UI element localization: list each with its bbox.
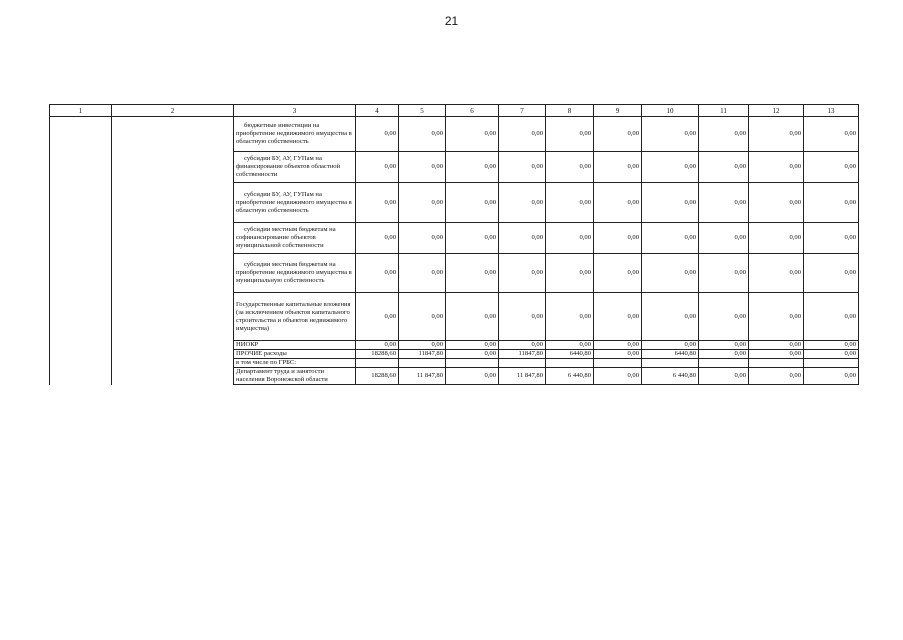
value-cell: 18288,60	[356, 350, 399, 359]
value-cell: 0,00	[446, 368, 499, 385]
empty-cell	[112, 359, 234, 368]
value-cell: 0,00	[399, 223, 446, 254]
value-cell	[642, 359, 699, 368]
value-cell: 0,00	[699, 254, 749, 293]
value-cell: 6440,80	[642, 350, 699, 359]
value-cell: 0,00	[446, 293, 499, 341]
value-cell: 0,00	[594, 254, 642, 293]
value-cell: 0,00	[499, 254, 546, 293]
empty-cell	[112, 341, 234, 350]
value-cell: 0,00	[594, 152, 642, 183]
table-row	[50, 183, 859, 223]
row-label: бюджетные инвестиции на приобретение недвижимого имущества в областную собственность	[234, 117, 356, 152]
value-cell: 0,00	[399, 152, 446, 183]
value-cell: 0,00	[642, 293, 699, 341]
empty-cell	[112, 183, 234, 223]
value-cell: 0,00	[804, 293, 859, 341]
value-cell: 6 440,80	[642, 368, 699, 385]
value-cell: 0,00	[699, 117, 749, 152]
table-row	[50, 293, 859, 341]
value-cell: 0,00	[399, 293, 446, 341]
value-cell: 0,00	[804, 254, 859, 293]
value-cell: 0,00	[642, 341, 699, 350]
value-cell: 0,00	[749, 183, 804, 223]
column-header: 8	[546, 105, 594, 117]
value-cell: 0,00	[642, 223, 699, 254]
empty-cell	[50, 183, 112, 223]
value-cell: 0,00	[594, 368, 642, 385]
empty-cell	[112, 152, 234, 183]
column-header: 10	[642, 105, 699, 117]
column-header: 7	[499, 105, 546, 117]
column-header: 13	[804, 105, 859, 117]
value-cell: 0,00	[546, 293, 594, 341]
value-cell: 0,00	[446, 117, 499, 152]
empty-cell	[50, 368, 112, 385]
row-label: субсидии БУ, АУ, ГУПам на финансирование объектов областной собственности	[234, 152, 356, 183]
value-cell: 0,00	[699, 341, 749, 350]
value-cell	[356, 359, 399, 368]
empty-cell	[50, 152, 112, 183]
value-cell: 0,00	[546, 152, 594, 183]
row-label: субсидии местным бюджетам на приобретение недвижимого имущества в муниципальную собственность	[234, 254, 356, 293]
column-header: 5	[399, 105, 446, 117]
value-cell: 0,00	[446, 152, 499, 183]
value-cell: 0,00	[356, 254, 399, 293]
value-cell: 0,00	[546, 183, 594, 223]
value-cell: 0,00	[499, 117, 546, 152]
value-cell: 0,00	[642, 117, 699, 152]
value-cell: 11 847,80	[399, 368, 446, 385]
value-cell: 0,00	[642, 152, 699, 183]
value-cell: 0,00	[356, 341, 399, 350]
row-label: субсидии БУ, АУ, ГУПам на приобретение недвижимого имущества в областную собственность	[234, 183, 356, 223]
value-cell: 0,00	[594, 183, 642, 223]
value-cell: 0,00	[749, 152, 804, 183]
value-cell: 0,00	[804, 341, 859, 350]
column-header: 2	[112, 105, 234, 117]
value-cell: 0,00	[804, 183, 859, 223]
table-row	[50, 117, 859, 152]
row-label: Государственные капитальные вложения (за исключением объектов капитального строительства и объектов недвижимого имущества)	[234, 293, 356, 341]
value-cell: 0,00	[356, 117, 399, 152]
value-cell	[399, 359, 446, 368]
table-row	[50, 152, 859, 183]
value-cell: 0,00	[546, 341, 594, 350]
value-cell: 0,00	[546, 254, 594, 293]
value-cell: 0,00	[699, 183, 749, 223]
value-cell: 0,00	[804, 152, 859, 183]
empty-cell	[50, 223, 112, 254]
table-row	[50, 223, 859, 254]
value-cell: 0,00	[642, 254, 699, 293]
value-cell: 0,00	[594, 350, 642, 359]
value-cell	[594, 359, 642, 368]
empty-cell	[112, 117, 234, 152]
value-cell: 0,00	[446, 183, 499, 223]
value-cell	[699, 359, 749, 368]
page-number: 21	[444, 14, 459, 28]
value-cell: 11847,80	[399, 350, 446, 359]
empty-cell	[50, 350, 112, 359]
table-row	[50, 254, 859, 293]
row-label: субсидии местным бюджетам на софинансирование объектов муниципальной собственности	[234, 223, 356, 254]
value-cell: 0,00	[594, 117, 642, 152]
value-cell: 11847,80	[499, 350, 546, 359]
header-row	[50, 105, 859, 117]
value-cell: 0,00	[749, 293, 804, 341]
value-cell: 0,00	[446, 341, 499, 350]
table-row	[50, 341, 859, 350]
value-cell: 0,00	[499, 341, 546, 350]
value-cell	[749, 359, 804, 368]
column-header: 6	[446, 105, 499, 117]
empty-cell	[112, 223, 234, 254]
value-cell: 0,00	[749, 350, 804, 359]
value-cell: 0,00	[749, 341, 804, 350]
value-cell: 0,00	[749, 254, 804, 293]
empty-cell	[50, 117, 112, 152]
column-header: 9	[594, 105, 642, 117]
row-label: ПРОЧИЕ расходы	[234, 350, 356, 359]
value-cell: 0,00	[499, 152, 546, 183]
value-cell: 0,00	[699, 223, 749, 254]
empty-cell	[50, 254, 112, 293]
table-row	[50, 350, 859, 359]
value-cell: 0,00	[749, 223, 804, 254]
column-header: 1	[50, 105, 112, 117]
value-cell: 0,00	[749, 368, 804, 385]
value-cell	[446, 359, 499, 368]
value-cell: 0,00	[546, 223, 594, 254]
empty-cell	[50, 359, 112, 368]
value-cell: 0,00	[594, 293, 642, 341]
value-cell	[546, 359, 594, 368]
table-row	[50, 359, 859, 368]
value-cell: 0,00	[699, 152, 749, 183]
empty-cell	[112, 368, 234, 385]
empty-cell	[112, 254, 234, 293]
row-label: в том числе по ГРБС:	[234, 359, 356, 368]
value-cell: 0,00	[399, 341, 446, 350]
value-cell: 0,00	[399, 117, 446, 152]
value-cell: 0,00	[546, 117, 594, 152]
empty-cell	[112, 293, 234, 341]
table-row	[50, 368, 859, 385]
value-cell: 0,00	[642, 183, 699, 223]
value-cell: 0,00	[399, 183, 446, 223]
column-header: 11	[699, 105, 749, 117]
value-cell	[804, 359, 859, 368]
value-cell: 0,00	[356, 223, 399, 254]
value-cell: 0,00	[699, 293, 749, 341]
value-cell: 0,00	[399, 254, 446, 293]
empty-cell	[112, 350, 234, 359]
value-cell: 0,00	[699, 350, 749, 359]
value-cell: 0,00	[804, 223, 859, 254]
value-cell: 0,00	[804, 350, 859, 359]
value-cell: 0,00	[699, 368, 749, 385]
row-label: Департамент труда и занятости населения Воронежской области	[234, 368, 356, 385]
value-cell: 6440,80	[546, 350, 594, 359]
value-cell: 0,00	[446, 254, 499, 293]
value-cell	[499, 359, 546, 368]
value-cell: 0,00	[749, 117, 804, 152]
value-cell: 0,00	[356, 183, 399, 223]
column-header: 12	[749, 105, 804, 117]
empty-cell	[50, 341, 112, 350]
value-cell: 0,00	[594, 223, 642, 254]
value-cell: 0,00	[356, 152, 399, 183]
value-cell: 6 440,80	[546, 368, 594, 385]
value-cell: 0,00	[499, 293, 546, 341]
column-header: 3	[234, 105, 356, 117]
value-cell: 0,00	[804, 368, 859, 385]
value-cell: 0,00	[356, 293, 399, 341]
value-cell: 0,00	[594, 341, 642, 350]
value-cell: 11 847,80	[499, 368, 546, 385]
value-cell: 0,00	[499, 183, 546, 223]
empty-cell	[50, 293, 112, 341]
value-cell: 0,00	[499, 223, 546, 254]
row-label: НИОКР	[234, 341, 356, 350]
value-cell: 0,00	[446, 223, 499, 254]
value-cell: 0,00	[446, 350, 499, 359]
value-cell: 0,00	[804, 117, 859, 152]
value-cell: 18288,60	[356, 368, 399, 385]
column-header: 4	[356, 105, 399, 117]
budget-table	[49, 104, 859, 385]
